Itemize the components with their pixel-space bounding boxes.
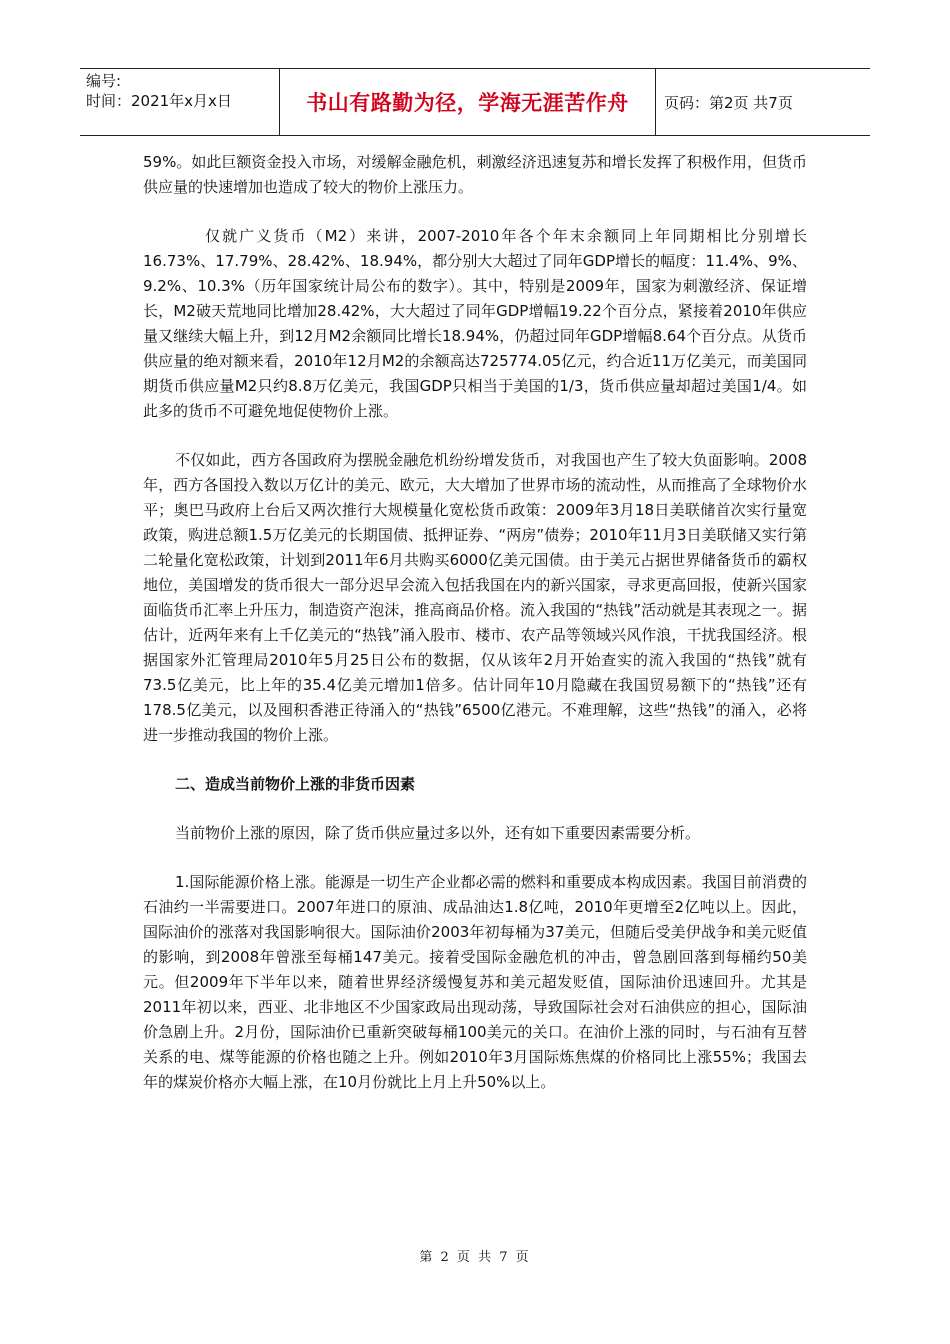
header-motto: 书山有路勤为径，学海无涯苦作舟 — [280, 69, 656, 135]
paragraph-3: 不仅如此，西方各国政府为摆脱金融危机纷纷增发货币，对我国也产生了较大负面影响。2008年，西方各国投入数以万亿计的美元、欧元，大大增加了世界市场的流动性，从而推高了全球物价水平；奥巴马政府上台后又两次推行大规模量化宽松货币政策：2009年3月18日美联储首次实行量宽政策，购进总额1.5万亿美元的长期国债、抵押证券、“两房”债券；2010年11月3日美联储又实行第二轮量化宽松政策，计划到2011年6月共购买6000亿美元国债。由于美元占据世界储备货币的霸权地位，美国增发的货币很大一部分迟早会流入包括我国在内的新兴国家，寻求更高回报，使新兴国家面临货币汇率上升压力，制造资产泡沫，推高商品价格。流入我国的“热钱”活动就是其表现之一。据估计，近两年来有上千亿美元的“热钱”涌入股市、楼市、农产品等领域兴风作浪，干扰我国经济。根据国家外汇管理局2010年5月25日公布的数据，仅从该年2月开始查实的流入我国的“热钱”就有73.5亿美元，比上年的35.4亿美元增加1倍多。估计同年10月隐藏在我国贸易额下的“热钱”还有178.5亿美元，以及囤积香港正待涌入的“热钱”6500亿港元。不难理解，这些“热钱”的涌入，必将进一步推动我国的物价上涨。 — [143, 451, 807, 744]
paragraph-4: 当前物价上涨的原因，除了货币供应量过多以外，还有如下重要因素需要分析。 — [175, 824, 701, 842]
section-heading: 二、造成当前物价上涨的非货币因素 — [175, 775, 416, 793]
paragraph-5: 1.国际能源价格上涨。能源是一切生产企业都必需的燃料和重要成本构成因素。我国目前消费的石油约一半需要进口。2007年进口的原油、成品油达1.8亿吨，2010年更增至2亿吨以上。因此，国际油价的涨落对我国影响很大。国际油价2003年初每桶为37美元，但随后受美伊战争和美元贬值的影响，到2008年曾涨至每桶147美元。接着受国际金融危机的冲击，曾急剧回落到每桶约50美元。但2009年下半年以来，随着世界经济缓慢复苏和美元超发贬值，国际油价迅速回升。尤其是2011年初以来，西亚、北非地区不少国家政局出现动荡，导致国际社会对石油供应的担心，国际油价急剧上升。2月份，国际油价已重新突破每桶100美元的关口。在油价上涨的同时，与石油有互替关系的电、煤等能源的价格也随之上升。例如2010年3月国际炼焦煤的价格同比上涨55%；我国去年的煤炭价格亦大幅上涨，在10月份就比上月上升50%以上。 — [143, 873, 807, 1091]
header-page-info: 页码：第2页 共7页 — [664, 93, 793, 112]
document-number-label: 编号: — [86, 72, 122, 90]
header-meta — [80, 69, 280, 135]
paragraph-2: 仅就广义货币（M2）来讲，2007-2010年各个年末余额同上年同期相比分别增长16.73%、17.79%、28.42%、18.94%，都分别大大超过了同年GDP增长的幅度：11.4%、9%、9.2%、10.3%（历年国家统计局公布的数字）。其中，特别是2009年，国家为刺激经济、保证增长，M2破天荒地同比增加28.42%，大大超过了同年GDP增幅19.22个百分点，紧接着2010年供应量又继续大幅上升，到12月M2余额同比增长18.94%，仍超过同年GDP增幅8.64个百分点。从货币供应量的绝对额来看，2010年12月M2的余额高达725774.05亿元，约合近11万亿美元，而美国同期货币供应量M2只约8.8万亿美元，我国GDP只相当于美国的1/3，货币供应量却超过美国1/4。如此多的货币不可避免地促使物价上涨。 — [143, 227, 807, 420]
document-body — [143, 150, 807, 1119]
paragraph-1: 59%。如此巨额资金投入市场，对缓解金融危机，刺激经济迅速复苏和增长发挥了积极作用，但货币供应量的快速增加也造成了较大的物价上涨压力。 — [143, 153, 807, 196]
page-header — [80, 68, 870, 136]
document-date: 时间：2021年x月x日 — [86, 92, 232, 110]
page-footer: 第 2 页 共 7 页 — [419, 1250, 531, 1265]
